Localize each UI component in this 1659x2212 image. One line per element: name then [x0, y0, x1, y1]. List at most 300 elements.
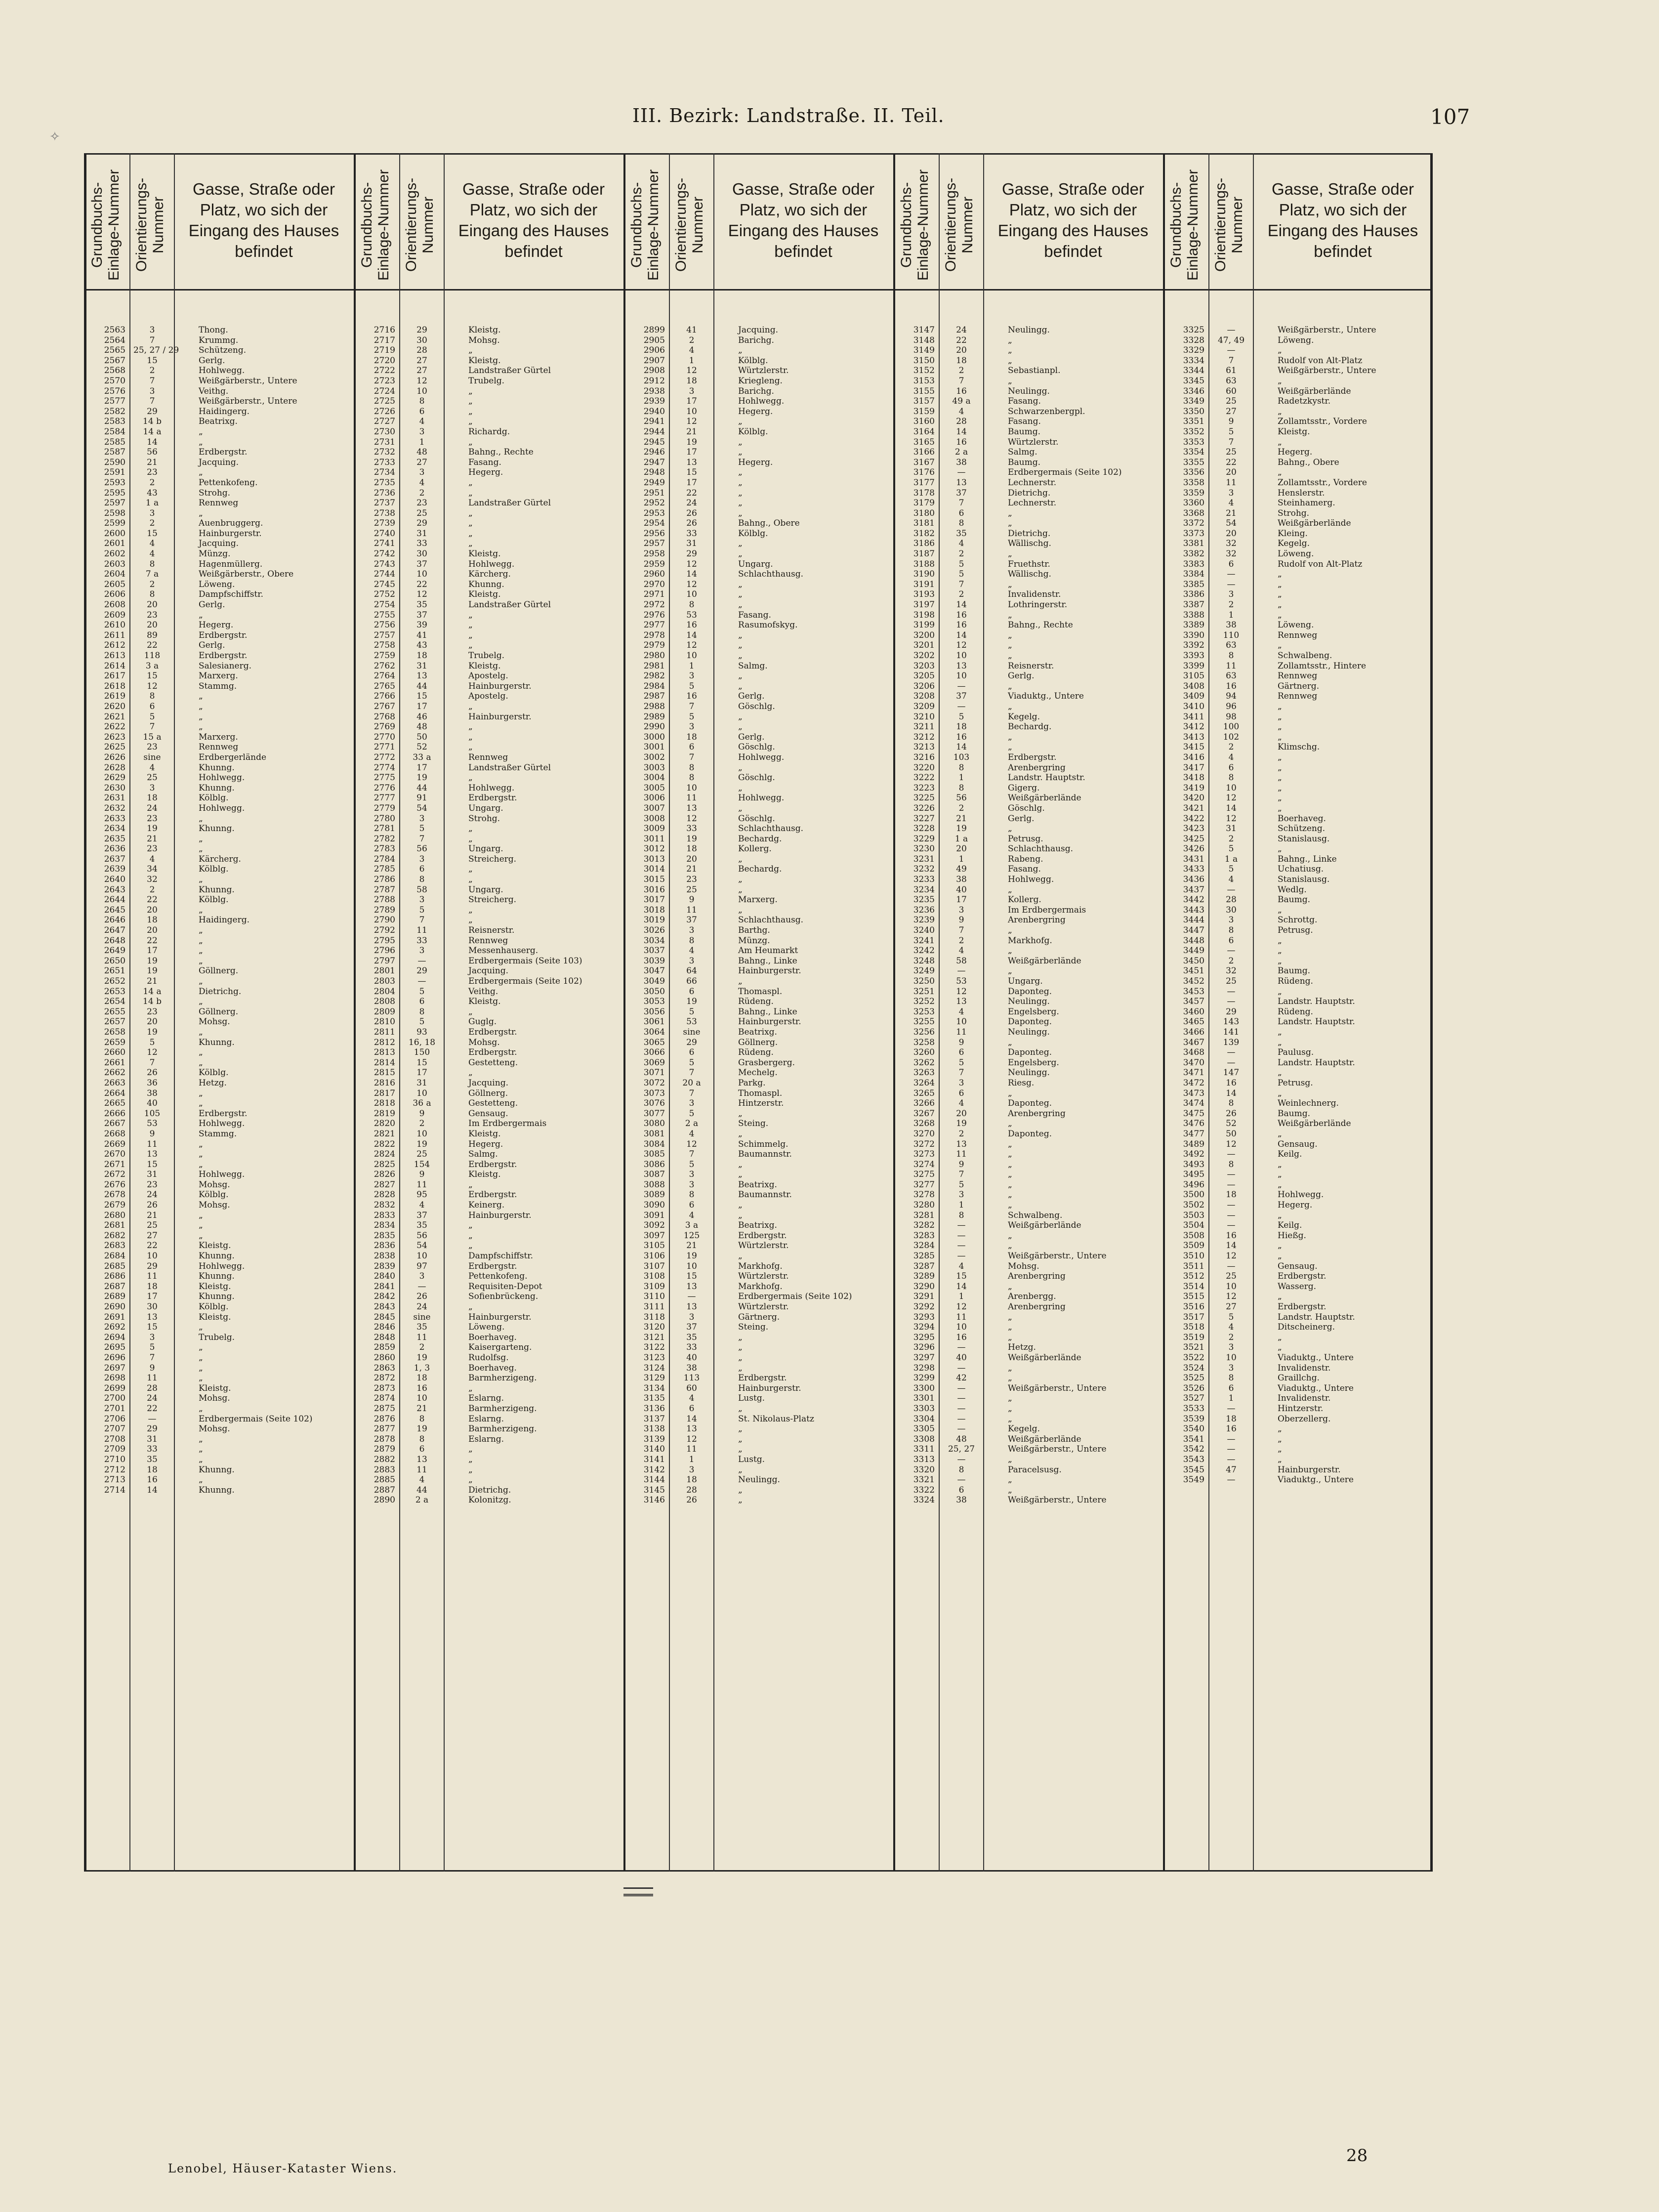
table-row: [893, 1088, 1163, 1099]
table-row: [623, 549, 893, 559]
table-row: [354, 1414, 623, 1424]
orientation-number: 29: [686, 549, 697, 559]
table-row: [623, 1038, 893, 1048]
orientation-number: 4: [149, 539, 155, 549]
street-name: Erdbergstr.: [199, 630, 248, 640]
table-row: [354, 1169, 623, 1180]
table-row: [623, 1190, 893, 1200]
street-name: „: [1278, 803, 1282, 813]
grundbuch-number: 3248: [913, 956, 935, 966]
orientation-number: 53: [686, 610, 697, 620]
table-row: [1163, 1088, 1433, 1099]
street-name: Fasang.: [1008, 396, 1041, 407]
orientation-number: 19: [416, 1139, 427, 1149]
grundbuch-number: 2839: [373, 1261, 395, 1271]
grundbuch-number: 3150: [913, 355, 935, 366]
street-name: „: [738, 640, 743, 651]
table-row: [1163, 1424, 1433, 1434]
orientation-number: 10: [416, 569, 427, 580]
grundbuch-number: 3473: [1183, 1088, 1204, 1098]
grundbuch-number: 3442: [1183, 895, 1204, 905]
table-row: [893, 936, 1163, 946]
orientation-number: 12: [956, 1302, 967, 1312]
orientation-number: 3: [419, 467, 425, 478]
table-row: [354, 1342, 623, 1353]
orientation-number: 26: [686, 1495, 697, 1505]
street-name: Paulusg.: [1278, 1047, 1314, 1058]
table-row: [623, 925, 893, 936]
street-name: Riesg.: [1008, 1078, 1035, 1088]
table-row: [623, 427, 893, 437]
street-name: Trubelg.: [468, 651, 505, 661]
table-row: [623, 1333, 893, 1343]
orientation-number: 11: [686, 793, 697, 803]
orientation-number: 17: [956, 895, 967, 905]
orientation-number: —: [957, 1414, 966, 1424]
orientation-number: 3: [689, 1098, 695, 1109]
table-row: [1163, 580, 1433, 590]
street-name: Stanislausg.: [1278, 875, 1330, 885]
table-row: [354, 854, 623, 865]
orientation-number: 141: [1223, 1027, 1240, 1037]
table-row: [893, 1098, 1163, 1109]
grundbuch-number: 3155: [913, 386, 935, 396]
orientation-number: 12: [686, 1434, 697, 1444]
orientation-number: 91: [416, 793, 427, 803]
orientation-number: 34: [147, 864, 158, 875]
table-row: [354, 1444, 623, 1455]
table-row: [623, 1312, 893, 1323]
grundbuch-number: 3436: [1183, 875, 1204, 885]
grundbuch-number: 3188: [913, 559, 935, 569]
street-name: Kleistg.: [468, 589, 501, 600]
orientation-number: —: [1227, 1149, 1236, 1160]
table-row: [84, 1047, 354, 1058]
orientation-number: —: [417, 956, 426, 966]
table-row: [1163, 773, 1433, 783]
orientation-number: 21: [147, 457, 158, 467]
orientation-number: 38: [956, 1495, 967, 1505]
table-row: [354, 356, 623, 366]
street-name: „: [199, 1342, 203, 1353]
orientation-number: 12: [686, 559, 697, 569]
orientation-number: 10: [956, 1017, 967, 1027]
table-row: [1163, 1465, 1433, 1475]
grundbuch-number: 3467: [1183, 1037, 1204, 1047]
orientation-number: 9: [149, 1363, 155, 1373]
table-row: [893, 1231, 1163, 1241]
table-row: [354, 1210, 623, 1221]
street-name: „: [1008, 376, 1012, 386]
orientation-number: 13: [686, 803, 697, 813]
table-row: [893, 885, 1163, 895]
table-row: [893, 905, 1163, 916]
orientation-number: 7: [419, 915, 425, 925]
table-row: [623, 1495, 893, 1505]
grundbuch-number: 2609: [104, 610, 125, 620]
street-name: Markhofg.: [738, 1261, 783, 1271]
orientation-number: 23: [147, 742, 158, 752]
grundbuch-number: 3049: [643, 976, 665, 986]
grundbuch-number: 3231: [913, 854, 935, 864]
street-name: „: [1278, 752, 1282, 762]
street-name: „: [1008, 946, 1012, 956]
table-row: [893, 335, 1163, 346]
street-name: „: [1278, 1342, 1282, 1353]
orientation-number: 8: [1228, 1098, 1234, 1109]
grundbuch-number: 3123: [643, 1352, 665, 1363]
street-name: Hainburgerstr.: [199, 528, 262, 539]
grundbuch-number: 3066: [643, 1047, 665, 1058]
street-name: Erdbergermais (Seite 102): [199, 1414, 313, 1424]
orientation-number: —: [687, 1292, 696, 1302]
table-row: [84, 366, 354, 376]
table-row: [893, 437, 1163, 448]
street-name: Kölblg.: [199, 864, 229, 875]
street-name: Beatrixg.: [738, 1220, 777, 1231]
orientation-number: 25: [1226, 1271, 1237, 1282]
orientation-number: 6: [1228, 1383, 1234, 1393]
grundbuch-number: 3167: [913, 457, 935, 467]
table-row: [354, 875, 623, 885]
street-name: „: [738, 1363, 743, 1373]
orientation-number: 5: [1228, 844, 1234, 854]
street-name: Steing.: [738, 1322, 769, 1333]
street-name: Beatrixg.: [738, 1027, 777, 1037]
table-row: [1163, 356, 1433, 366]
street-name: Schwalbeng.: [1278, 651, 1332, 661]
street-name: Gärtnerg.: [1278, 681, 1320, 691]
grundbuch-number: 2720: [373, 355, 395, 366]
table-row: [354, 1404, 623, 1414]
grundbuch-number: 3137: [643, 1414, 665, 1424]
street-name: Rennweg: [199, 498, 239, 508]
grundbuch-number: 3180: [913, 508, 935, 518]
street-name: „: [1278, 467, 1282, 478]
street-name: Rennweg: [468, 752, 508, 762]
street-name: Hohlwegg.: [738, 793, 785, 803]
street-name: Kölblg.: [738, 426, 768, 437]
grundbuch-number: 3352: [1183, 426, 1204, 437]
header-grundbuch: Grundbuchs-Einlage-Nummer: [89, 169, 122, 281]
table-row: [623, 396, 893, 407]
orientation-number: 1 a: [1224, 854, 1238, 864]
table-row: [1163, 488, 1433, 499]
street-name: „: [738, 762, 743, 773]
street-name: Sebastianpl.: [1008, 366, 1061, 376]
table-row: [623, 498, 893, 508]
table-row: [1163, 396, 1433, 407]
grundbuch-number: 3105: [643, 1241, 665, 1251]
table-row: [354, 1068, 623, 1078]
table-row: [623, 1149, 893, 1160]
orientation-number: 2: [149, 884, 155, 895]
orientation-number: 13: [956, 477, 967, 488]
street-name: Kleistg.: [1278, 426, 1310, 437]
street-name: „: [468, 864, 473, 875]
table-row: [623, 691, 893, 702]
table-row: [354, 1119, 623, 1129]
street-name: Bahng., Rechte: [468, 447, 534, 458]
orientation-number: 22: [147, 935, 158, 946]
table-row: [893, 1139, 1163, 1150]
grundbuch-number: 2649: [104, 946, 125, 956]
orientation-number: 9: [958, 1037, 964, 1047]
orientation-number: 13: [147, 1149, 158, 1160]
street-name: „: [199, 1057, 203, 1068]
street-name: Reisnerstr.: [1008, 661, 1054, 671]
table-row: [354, 325, 623, 335]
orientation-number: 29: [416, 966, 427, 976]
table-row: [84, 681, 354, 692]
orientation-number: —: [1227, 325, 1236, 335]
grundbuch-number: 3514: [1183, 1281, 1204, 1292]
grundbuch-number: 3084: [643, 1139, 665, 1149]
orientation-number: 102: [1223, 732, 1240, 742]
street-name: „: [199, 711, 203, 722]
grundbuch-number: 2658: [104, 1027, 125, 1037]
street-name: „: [1008, 1088, 1012, 1098]
orientation-number: 38: [956, 875, 967, 885]
orientation-number: 3: [1228, 915, 1234, 925]
table-row: [1163, 447, 1433, 458]
grundbuch-number: 3443: [1183, 905, 1204, 915]
grundbuch-number: 2736: [373, 488, 395, 498]
street-name: „: [468, 732, 473, 742]
table-row: [623, 1465, 893, 1475]
orientation-number: 22: [147, 1403, 158, 1414]
orientation-number: 60: [1226, 386, 1237, 396]
street-name: „: [468, 610, 473, 620]
grundbuch-number: 3533: [1183, 1403, 1204, 1414]
grundbuch-number: 3165: [913, 437, 935, 447]
table-row: [623, 773, 893, 783]
street-name: Neulingg.: [1008, 1027, 1050, 1037]
grundbuch-number: 3275: [913, 1169, 935, 1180]
orientation-number: 8: [419, 1434, 425, 1444]
grundbuch-number: 3157: [913, 396, 935, 407]
orientation-number: 27: [416, 355, 427, 366]
street-name: „: [1008, 1149, 1012, 1160]
street-name: „: [1008, 1373, 1012, 1383]
orientation-number: 3 a: [145, 661, 159, 671]
orientation-number: 8: [958, 783, 964, 793]
orientation-number: 8: [958, 1210, 964, 1220]
table-row: [623, 976, 893, 987]
grundbuch-number: 2644: [104, 895, 125, 905]
grundbuch-number: 3468: [1183, 1047, 1204, 1058]
table-row: [893, 620, 1163, 630]
grundbuch-number: 3502: [1183, 1200, 1204, 1210]
orientation-number: 32: [1226, 966, 1237, 976]
grundbuch-number: 3199: [913, 620, 935, 630]
grundbuch-number: 2873: [373, 1383, 395, 1393]
grundbuch-number: 2628: [104, 762, 125, 773]
grundbuch-number: 3006: [643, 793, 665, 803]
orientation-number: 7: [689, 752, 695, 762]
grundbuch-number: 3065: [643, 1037, 665, 1047]
street-name: Kleing.: [1278, 528, 1308, 539]
table-row: [354, 742, 623, 752]
street-name: „: [1008, 630, 1012, 640]
table-row: [893, 1363, 1163, 1374]
grundbuch-number: 3071: [643, 1068, 665, 1078]
street-name: „: [199, 1088, 203, 1098]
grundbuch-number: 2599: [104, 518, 125, 529]
street-name: Guglg.: [468, 1017, 497, 1027]
orientation-number: 7: [958, 376, 964, 386]
grundbuch-number: 3111: [643, 1302, 665, 1312]
table-row: [893, 1169, 1163, 1180]
grundbuch-number: 3433: [1183, 864, 1204, 875]
grundbuch-number: 3425: [1183, 834, 1204, 844]
orientation-number: 31: [416, 528, 427, 539]
orientation-number: 3 a: [685, 1220, 699, 1231]
street-name: „: [468, 528, 473, 539]
table-row: [623, 335, 893, 346]
street-name: Rudolf von Alt-Platz: [1278, 355, 1363, 366]
street-name: „: [738, 671, 743, 681]
orientation-number: 96: [1226, 701, 1237, 711]
table-row: [893, 987, 1163, 997]
table-row: [354, 620, 623, 630]
grundbuch-number: 2863: [373, 1363, 395, 1373]
street-name: Landstr. Hauptstr.: [1278, 997, 1355, 1007]
grundbuch-number: 3011: [643, 834, 665, 844]
street-name: Kleistg.: [468, 355, 501, 366]
street-name: „: [468, 508, 473, 518]
grundbuch-number: 3284: [913, 1241, 935, 1251]
grundbuch-number: 2972: [643, 600, 665, 610]
grundbuch-number: 2625: [104, 742, 125, 752]
street-name: Erdbergstr.: [468, 1261, 517, 1271]
grundbuch-number: 3278: [913, 1190, 935, 1200]
street-name: Gensaug.: [1278, 1261, 1318, 1271]
orientation-number: 15: [147, 1322, 158, 1333]
grundbuch-number: 3416: [1183, 752, 1204, 762]
grundbuch-number: 2887: [373, 1485, 395, 1495]
street-name: Bahng., Obere: [738, 518, 800, 529]
orientation-number: 13: [416, 1454, 427, 1464]
grundbuch-number: 3418: [1183, 773, 1204, 783]
table-row: [1163, 325, 1433, 335]
orientation-number: —: [1227, 1220, 1236, 1231]
table-row: [84, 1098, 354, 1109]
grundbuch-number: 2731: [373, 437, 395, 447]
grundbuch-number: 2650: [104, 956, 125, 966]
street-name: „: [1008, 1119, 1012, 1129]
street-name: Richardg.: [468, 426, 510, 437]
street-name: „: [738, 722, 743, 732]
grundbuch-number: 3325: [1183, 325, 1204, 335]
table-row: [84, 1302, 354, 1312]
table-row: [354, 1282, 623, 1292]
table-row: [623, 966, 893, 976]
orientation-number: —: [1227, 345, 1236, 356]
street-name: Kollerg.: [738, 844, 772, 854]
street-name: Rudolfsg.: [468, 1352, 509, 1363]
orientation-number: 3: [149, 508, 155, 518]
table-row: [893, 1058, 1163, 1068]
street-name: „: [1278, 1434, 1282, 1444]
grundbuch-number: 2706: [104, 1414, 125, 1424]
grundbuch-number: 2623: [104, 732, 125, 742]
street-name: Hainburgerstr.: [468, 681, 532, 691]
grundbuch-number: 3134: [643, 1383, 665, 1393]
street-name: „: [738, 488, 743, 498]
grundbuch-number: 2980: [643, 651, 665, 661]
grundbuch-number: 3334: [1183, 355, 1204, 366]
orientation-number: 23: [686, 875, 697, 885]
orientation-number: 12: [956, 640, 967, 651]
street-name: „: [1278, 773, 1282, 783]
orientation-number: 4: [958, 1098, 964, 1109]
grundbuch-number: 3328: [1183, 335, 1204, 345]
orientation-number: 16: [956, 732, 967, 742]
table-row: [623, 742, 893, 752]
orientation-number: 54: [1226, 518, 1237, 529]
grundbuch-number: 2676: [104, 1179, 125, 1190]
grundbuch-number: 2701: [104, 1403, 125, 1414]
orientation-number: 31: [1226, 824, 1237, 834]
grundbuch-number: 2593: [104, 477, 125, 488]
orientation-number: 3: [689, 386, 695, 396]
table-row: [1163, 1241, 1433, 1251]
table-row: [1163, 1038, 1433, 1048]
street-name: Erdbergstr.: [199, 1108, 248, 1119]
street-name: „: [1278, 1292, 1282, 1302]
grundbuch-number: 3420: [1183, 793, 1204, 803]
grundbuch-number: 3139: [643, 1434, 665, 1444]
street-name: Arenbergg.: [1008, 1292, 1056, 1302]
street-name: „: [1278, 711, 1282, 722]
header-orientierung: Orientierungs-Nummer: [943, 177, 976, 272]
grundbuch-number: 3512: [1183, 1271, 1204, 1282]
orientation-number: 44: [416, 1485, 427, 1495]
orientation-number: 5: [958, 711, 964, 722]
orientation-number: 12: [1226, 793, 1237, 803]
grundbuch-number: 2582: [104, 406, 125, 417]
grundbuch-number: 2818: [373, 1098, 395, 1109]
orientation-number: 15: [416, 1057, 427, 1068]
orientation-number: 33: [686, 528, 697, 539]
grundbuch-number: 3106: [643, 1251, 665, 1261]
table-row: [893, 1190, 1163, 1200]
grundbuch-number: 2696: [104, 1352, 125, 1363]
orientation-number: 44: [416, 783, 427, 793]
stamp-rule-2: [623, 1895, 653, 1898]
grundbuch-number: 2845: [373, 1312, 395, 1322]
table-row: [623, 630, 893, 641]
grundbuch-number: 3263: [913, 1068, 935, 1078]
table-row: [84, 976, 354, 987]
street-name: „: [199, 905, 203, 915]
orientation-number: 8: [149, 559, 155, 569]
street-name: „: [1278, 1169, 1282, 1180]
grundbuch-number: 2907: [643, 355, 665, 366]
street-name: „: [468, 1383, 473, 1393]
street-name: Graillchg.: [1278, 1373, 1320, 1383]
grundbuch-number: 2795: [373, 935, 395, 946]
orientation-number: 11: [147, 1373, 158, 1383]
table-row: [84, 905, 354, 916]
grundbuch-number: 3226: [913, 803, 935, 813]
orientation-number: 7: [419, 834, 425, 844]
street-name: „: [1278, 569, 1282, 580]
street-name: Hohlwegg.: [199, 773, 245, 783]
orientation-number: —: [957, 1342, 966, 1353]
street-name: Erdbergstr.: [468, 793, 517, 803]
